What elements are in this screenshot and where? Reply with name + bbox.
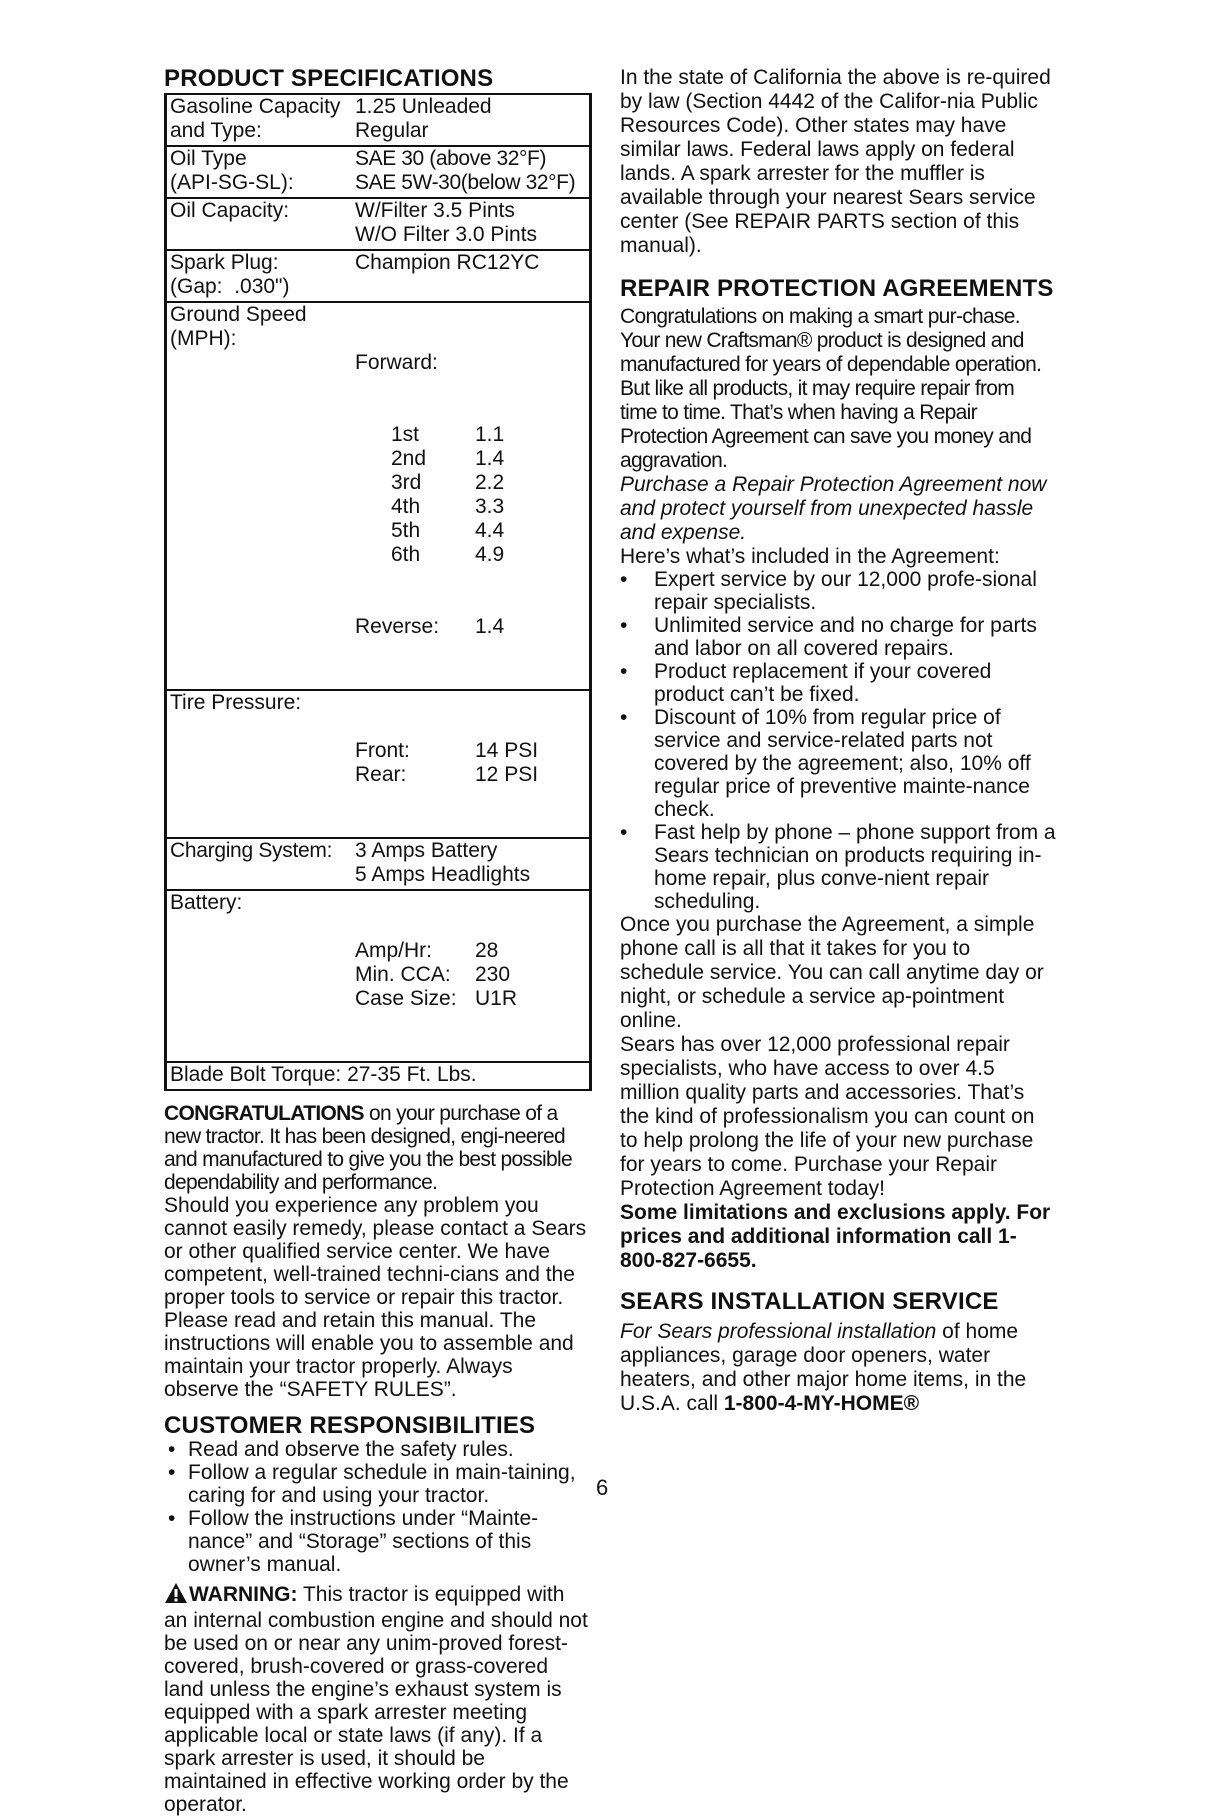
spec-label: Oil Capacity: <box>170 199 290 222</box>
installation-italic: For Sears professional installation <box>620 1320 937 1343</box>
spec-row-blade-torque <box>167 1063 589 1089</box>
list-item: • Follow a regular schedule in main-taining, caring for and using your tractor. <box>164 1461 592 1507</box>
gear-label: 2nd <box>391 447 427 470</box>
gear-label: 6th <box>391 543 421 566</box>
gear-row <box>355 519 504 543</box>
spec-row-ground-speed <box>167 303 589 691</box>
list-item: • Unlimited service and no charge for parts and labor on all covered repairs. <box>620 614 1056 660</box>
customer-responsibilities-heading: CUSTOMER RESPONSIBILITIES <box>164 1412 536 1439</box>
reverse-row <box>355 615 504 639</box>
gear-label: 3rd <box>391 471 422 494</box>
manual-paragraph: Please read and retain this manual. The instructions will enable you to assemble and maintain your tractor properly. Always observe the “SAFETY RULES”. <box>164 1309 574 1401</box>
left-column <box>164 66 592 1816</box>
right-column <box>620 66 1056 1416</box>
spec-value: SAE 30 (above 32°F) SAE 5W-30(below 32°F) <box>355 147 576 194</box>
tire-rear-value: 12 PSI <box>475 763 539 786</box>
congratulations-bold: CONGRATULATIONS <box>164 1102 364 1125</box>
repair-italic-paragraph: Purchase a Repair Protection Agreement now and protect yourself from unexpected hassle and expense. <box>620 473 1047 544</box>
gear-speed-table <box>355 423 504 567</box>
warning-text: This tractor is equipped with an internal combustion engine and should not be used on or near any unim-proved forest-covered, brush-covered or grass-covered land unless the engine’s exhaust system is equipped with a spark arrester meeting applicable local or state laws (if any). If a spark arrester is used, it should be maintained in effective working order by the operator. <box>164 1583 588 1816</box>
spec-value: Champion RC12YC <box>355 251 540 274</box>
spec-value <box>355 891 589 1059</box>
tire-front-label: Front: <box>355 739 410 762</box>
list-item: • Fast help by phone – phone support from a Sears technician on products requiring in-home repair, plus conve-nient repair scheduling. <box>620 821 1056 913</box>
spec-row-oil-type <box>167 147 589 199</box>
spec-label: Tire Pressure: <box>170 691 302 714</box>
gear-label: 4th <box>391 495 421 518</box>
service-paragraph: Should you experience any problem you cannot easily remedy, please contact a Sears or other qualified service center. We have competent, well-trained techni-cians and the proper tools to service or repair this tractor. <box>164 1194 587 1309</box>
warning-triangle-icon <box>164 1582 188 1609</box>
spec-label: Oil Type (API-SG-SL): <box>170 147 294 194</box>
installation-phone: 1-800-4-MY-HOME® <box>723 1392 920 1415</box>
battery-case-label: Case Size: <box>355 987 457 1010</box>
gear-row <box>355 447 504 471</box>
spec-label: Charging System: <box>170 839 333 862</box>
installation-text: of home appliances, garage door openers, water heaters, and other major home items, in the U.S.A. call <box>620 1320 1027 1415</box>
sears-installation-heading: SEARS INSTALLATION SERVICE <box>620 1288 999 1315</box>
specifications-table <box>164 93 592 1091</box>
spec-label: Battery: <box>170 891 243 914</box>
tire-rear-label: Rear: <box>355 763 407 786</box>
congratulations-text: on your purchase of a new tractor. It has been designed, engi-neered and manufactured to give you the best possible dependability and performance. <box>164 1102 572 1194</box>
list-item: • Follow the instructions under “Mainte-nance” and “Storage” sections of this owner’s manual. <box>164 1507 592 1576</box>
gear-speed: 2.2 <box>475 471 505 494</box>
gear-row <box>355 495 504 519</box>
spec-value: 3 Amps Battery 5 Amps Headlights <box>355 839 531 886</box>
spec-row-oil-capacity <box>167 199 589 251</box>
warning-paragraph <box>164 1582 592 1816</box>
battery-amp-value: 28 <box>475 939 499 962</box>
spec-label: Blade Bolt Torque: 27-35 Ft. Lbs. <box>170 1063 477 1086</box>
tire-front-value: 14 PSI <box>475 739 539 762</box>
repair-intro-paragraph: Congratulations on making a smart pur-chase. Your new Craftsman® product is designed and manufactured for years of dependable operation. But like all products, it may require repair from time to time. That’s when having a Repair Protection Agreement can save you money and aggravation. <box>620 305 1042 472</box>
gear-speed: 4.4 <box>475 519 505 542</box>
spec-value <box>355 691 589 835</box>
spec-value: 1.25 Unleaded Regular <box>355 95 492 142</box>
battery-amp-label: Amp/Hr: <box>355 939 433 962</box>
congratulations-paragraph <box>164 1102 592 1194</box>
gear-row <box>355 471 504 495</box>
repair-protection-heading: REPAIR PROTECTION AGREEMENTS <box>620 275 1054 302</box>
spec-row-tire-pressure <box>167 691 589 839</box>
page-number: 6 <box>596 1475 609 1500</box>
gear-label: 1st <box>391 423 420 446</box>
gear-speed: 1.1 <box>475 423 505 446</box>
california-paragraph: In the state of California the above is re-quired by law (Section 4442 of the Califor-nia Public Resources Code). Other states may have similar laws. Federal laws apply on federal lands. A spark arrester for the muffler is available through your nearest Sears service center (See REPAIR PARTS section of this manual). <box>620 66 1051 257</box>
list-item: • Product replacement if your covered product can’t be fixed. <box>620 660 1056 706</box>
battery-cca-value: 230 <box>475 963 511 986</box>
warning-label: WARNING: <box>189 1583 298 1606</box>
congratulations-section <box>164 1102 592 1401</box>
gear-speed: 4.9 <box>475 543 505 566</box>
gear-row <box>355 543 504 567</box>
list-item: • Discount of 10% from regular price of service and service-related parts not covered by the agreement; also, 10% off regular price of preventive mainte-nance check. <box>620 706 1056 821</box>
repair-benefits-list <box>620 568 1056 913</box>
battery-cca-label: Min. CCA: <box>355 963 451 986</box>
spec-label: Gasoline Capacity and Type: <box>170 95 341 142</box>
battery-case-value: U1R <box>475 987 518 1010</box>
gear-speed: 3.3 <box>475 495 505 518</box>
spec-row-battery <box>167 891 589 1063</box>
spec-label: Spark Plug: (Gap: .030") <box>170 251 290 298</box>
installation-paragraph <box>620 1320 1056 1416</box>
repair-included-line: Here’s what’s included in the Agreement: <box>620 545 1000 568</box>
reverse-label: Reverse: <box>355 615 440 638</box>
repair-limitations-paragraph: Some limitations and exclusions apply. For prices and additional information call 1-800-827-6655. <box>620 1201 1051 1272</box>
reverse-value: 1.4 <box>475 615 505 638</box>
gear-speed: 1.4 <box>475 447 505 470</box>
spec-label: Ground Speed (MPH): <box>170 303 307 350</box>
spec-value <box>355 303 589 687</box>
gear-row <box>355 423 504 447</box>
repair-specialists-paragraph: Sears has over 12,000 professional repair specialists, who have access to over 4.5 million quality parts and accessories. That’s the kind of professionalism you can count on to help prolong the life of your new purchase for years to come. Purchase your Repair Protection Agreement today! <box>620 1033 1035 1200</box>
list-item: • Expert service by our 12,000 profe-sional repair specialists. <box>620 568 1056 614</box>
gear-label: 5th <box>391 519 421 542</box>
product-specifications-heading: PRODUCT SPECIFICATIONS <box>164 65 494 92</box>
customer-responsibilities-list <box>164 1438 592 1576</box>
list-item: • Read and observe the safety rules. <box>164 1438 592 1461</box>
repair-call-paragraph: Once you purchase the Agreement, a simple phone call is all that it takes for you to schedule service. You can call anytime day or night, or schedule a service ap-pointment online. <box>620 913 1044 1032</box>
forward-label: Forward: <box>355 351 438 374</box>
spec-row-gasoline <box>167 95 589 147</box>
spec-row-spark-plug <box>167 251 589 303</box>
spec-row-charging <box>167 839 589 891</box>
spec-value: W/Filter 3.5 Pints W/O Filter 3.0 Pints <box>355 199 538 246</box>
